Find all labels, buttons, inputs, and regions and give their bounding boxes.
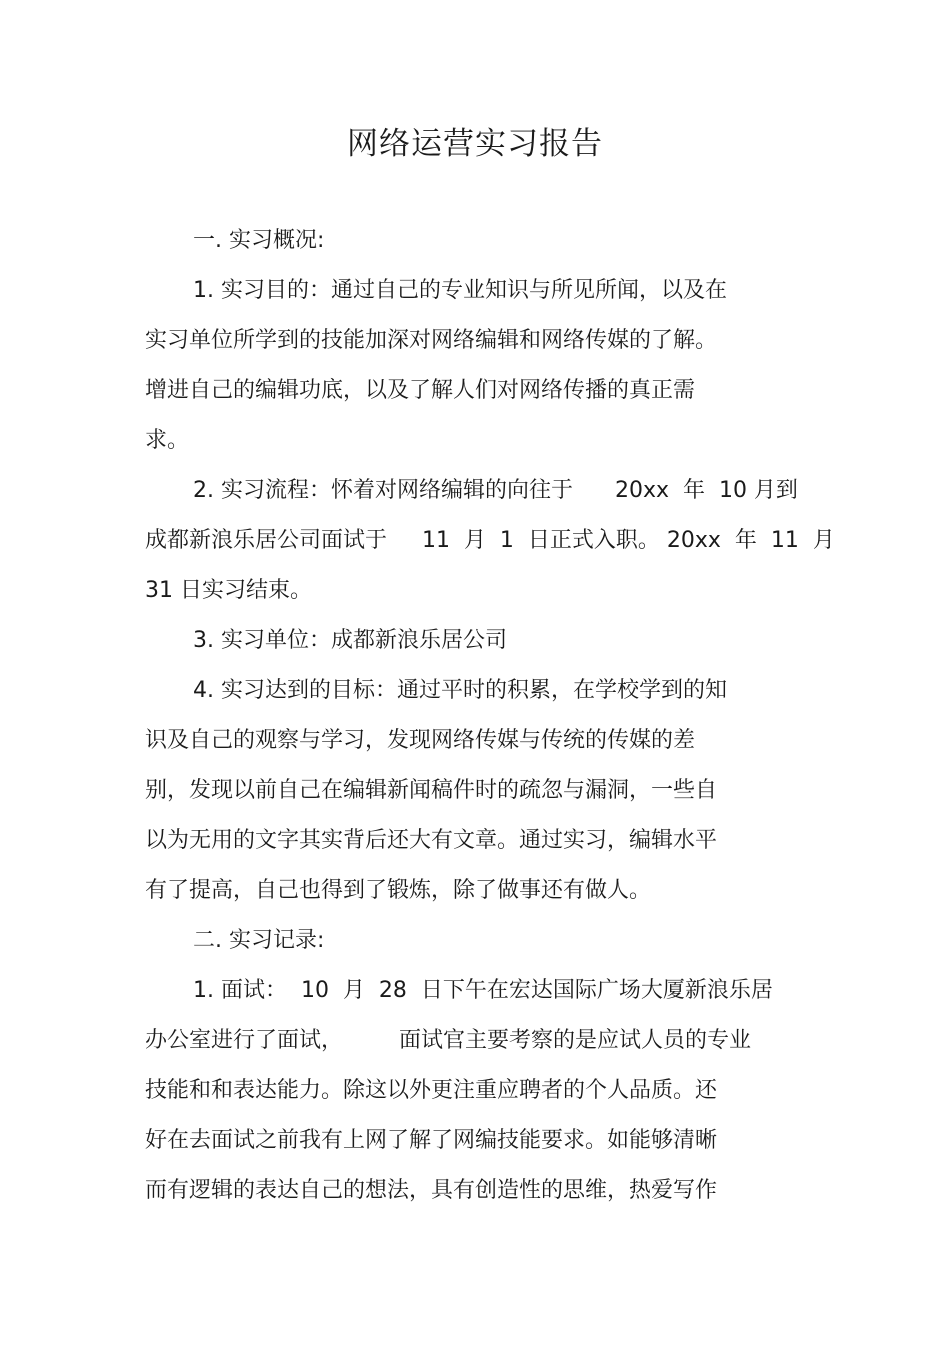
paragraph-line: 31 日实习结束。 <box>145 578 312 603</box>
paragraph-line: 2. 实习流程：怀着对网络编辑的向往于 20xx 年 10 月到 <box>193 478 798 503</box>
paragraph-line: 3. 实习单位：成都新浪乐居公司 <box>193 628 507 653</box>
document-title: 网络运营实习报告 <box>347 126 603 162</box>
paragraph-line: 增进自己的编辑功底，以及了解人们对网络传播的真正需 <box>145 378 696 403</box>
paragraph-line: 识及自己的观察与学习，发现网络传媒与传统的传媒的差 <box>145 728 696 753</box>
paragraph-line: 4. 实习达到的目标：通过平时的积累，在学校学到的知 <box>193 678 727 703</box>
paragraph-line: 以为无用的文字其实背后还大有文章。通过实习，编辑水平 <box>145 828 718 853</box>
paragraph-line: 实习单位所学到的技能加深对网络编辑和网络传媒的了解。 <box>145 328 718 353</box>
paragraph-line: 技能和和表达能力。除这以外更注重应聘者的个人品质。还 <box>145 1078 718 1103</box>
section-heading-records: 二. 实习记录: <box>193 928 325 953</box>
paragraph-line: 成都新浪乐居公司面试于 11 月 1 日正式入职。 20xx 年 11 月 <box>145 528 835 553</box>
paragraph-line: 办公室进行了面试， 面试官主要考察的是应试人员的专业 <box>145 1028 751 1053</box>
paragraph-line: 有了提高，自己也得到了锻炼，除了做事还有做人。 <box>145 878 652 903</box>
section-heading-overview: 一. 实习概况: <box>193 228 325 253</box>
paragraph-line: 别，发现以前自己在编辑新闻稿件时的疏忽与漏洞，一些自 <box>145 778 718 803</box>
paragraph-line: 1. 实习目的：通过自己的专业知识与所见所闻，以及在 <box>193 278 727 303</box>
paragraph-line: 1. 面试： 10 月 28 日下午在宏达国际广场大厦新浪乐居 <box>193 978 773 1003</box>
paragraph-line: 求。 <box>145 428 190 453</box>
paragraph-line: 而有逻辑的表达自己的想法，具有创造性的思维，热爱写作 <box>145 1178 718 1203</box>
paragraph-line: 好在去面试之前我有上网了解了网编技能要求。如能够清晰 <box>145 1128 718 1153</box>
